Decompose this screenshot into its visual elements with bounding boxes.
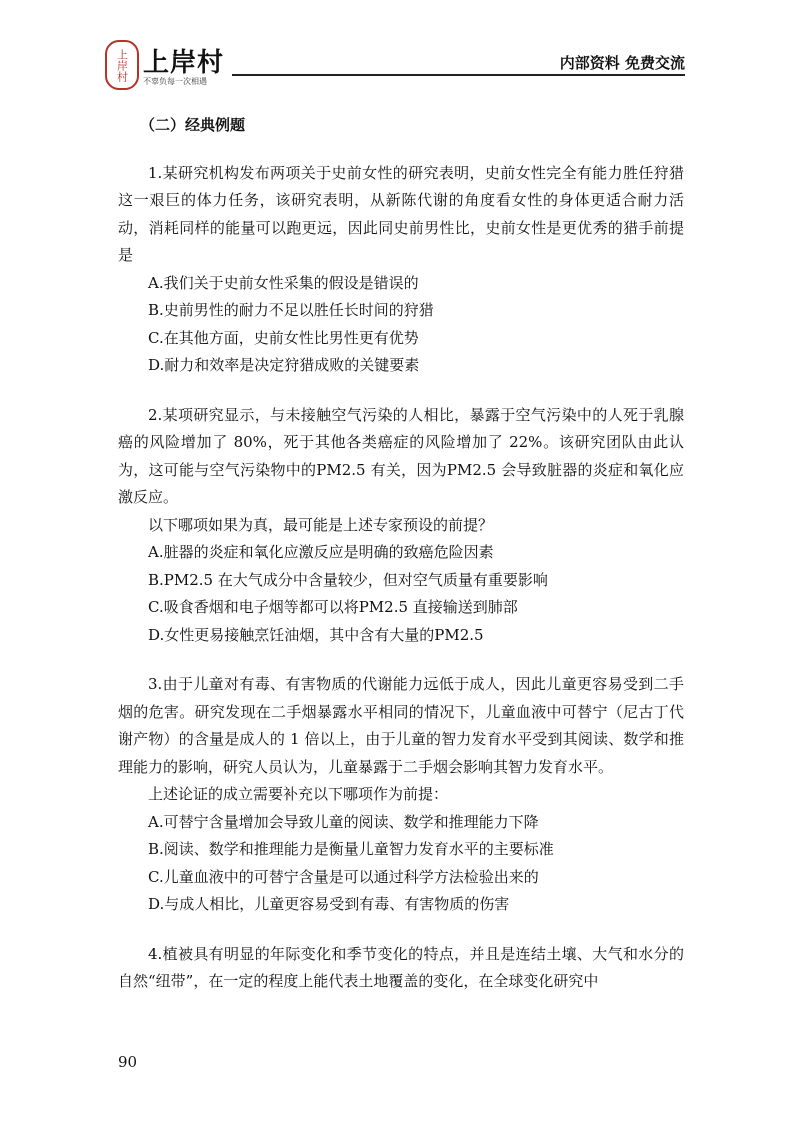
- option-d: D.与成人相比，儿童更容易受到有毒、有害物质的伤害: [148, 895, 510, 913]
- question-prompt: 上述论证的成立需要补充以下哪项作为前提：: [148, 785, 449, 803]
- option-d: D.耐力和效率是决定狩猎成败的关键要素: [148, 356, 420, 374]
- option-a: A.可替宁含量增加会导致儿童的阅读、数学和推理能力下降: [148, 812, 539, 831]
- option-c: C.吸食香烟和电子烟等都可以将PM2.5 直接输送到肺部: [148, 598, 518, 616]
- option-b: B.史前男性的耐力不足以胜任长时间的狩猎: [148, 301, 434, 319]
- brand-slogan: 不辜负每一次相遇: [143, 77, 207, 86]
- option-b: B.阅读、数学和推理能力是衡量儿童智力发育水平的主要标准: [148, 840, 554, 858]
- header-rule: [232, 74, 685, 76]
- question-4: [118, 941, 684, 996]
- brand-name: 上岸村: [143, 48, 225, 78]
- question-stem: 1.某研究机构发布两项关于史前女性的研究表明，史前女性完全有能力胜任狩猎这一艰巨的体力任务，该研究表明，从新陈代谢的角度看女性的身体更适合耐力活动，消耗同样的能量可以跑更远，因此同史前男性比，史前女性是更优秀的猎手前提是: [118, 163, 684, 264]
- section-title: （二）经典例题: [140, 116, 246, 134]
- page-content: [118, 112, 684, 1018]
- option-a: A.脏器的炎症和氧化应激反应是明确的致癌危险因素: [148, 543, 494, 561]
- question-stem: 4.植被具有明显的年际变化和季节变化的特点，并且是连结土壤、大气和水分的自然“纽带”，在一定的程度上能代表土地覆盖的变化，在全球变化研究中: [118, 944, 684, 990]
- option-c: C.儿童血液中的可替宁含量是可以通过科学方法检验出来的: [148, 867, 539, 886]
- page-header: [105, 40, 685, 100]
- logo-seal-text: 上岸村: [115, 48, 129, 82]
- header-tag: 内部资料 免费交流: [559, 54, 685, 72]
- option-d: D.女性更易接触烹饪油烟，其中含有大量的PM2.5: [148, 625, 484, 644]
- question-1: [118, 160, 684, 380]
- question-2: [118, 402, 684, 650]
- page-number: 90: [118, 1053, 138, 1071]
- option-a: A.我们关于史前女性采集的假设是错误的: [148, 273, 419, 292]
- question-3: [118, 671, 684, 919]
- question-stem: 3.由于儿童对有毒、有害物质的代谢能力远低于成人，因此儿童更容易受到二手烟的危害。研究发现在二手烟暴露水平相同的情况下，儿童血液中可替宁（尼古丁代谢产物）的含量是成人的 1 倍以上，由于儿童的智力发育水平受到其阅读、数学和推理能力的影响，研究人员认为，儿童暴露于二手烟会影响其智力发育水平。: [118, 675, 684, 776]
- option-c: C.在其他方面，史前女性比男性更有优势: [148, 328, 419, 347]
- logo-seal: [105, 40, 139, 90]
- question-prompt: 以下哪项如果为真，最可能是上述专家预设的前提？: [148, 515, 494, 534]
- option-b: B.PM2.5 在大气成分中含量较少，但对空气质量有重要影响: [148, 570, 548, 589]
- question-stem: 2.某项研究显示，与未接触空气污染的人相比，暴露于空气污染中的人死于乳腺癌的风险增加了 80%，死于其他各类癌症的风险增加了 22%。该研究团队由此认为，这可能与空气污染物中的PM2.5 有关，因为PM2.5 会导致脏器的炎症和氧化应激反应。: [118, 405, 684, 506]
